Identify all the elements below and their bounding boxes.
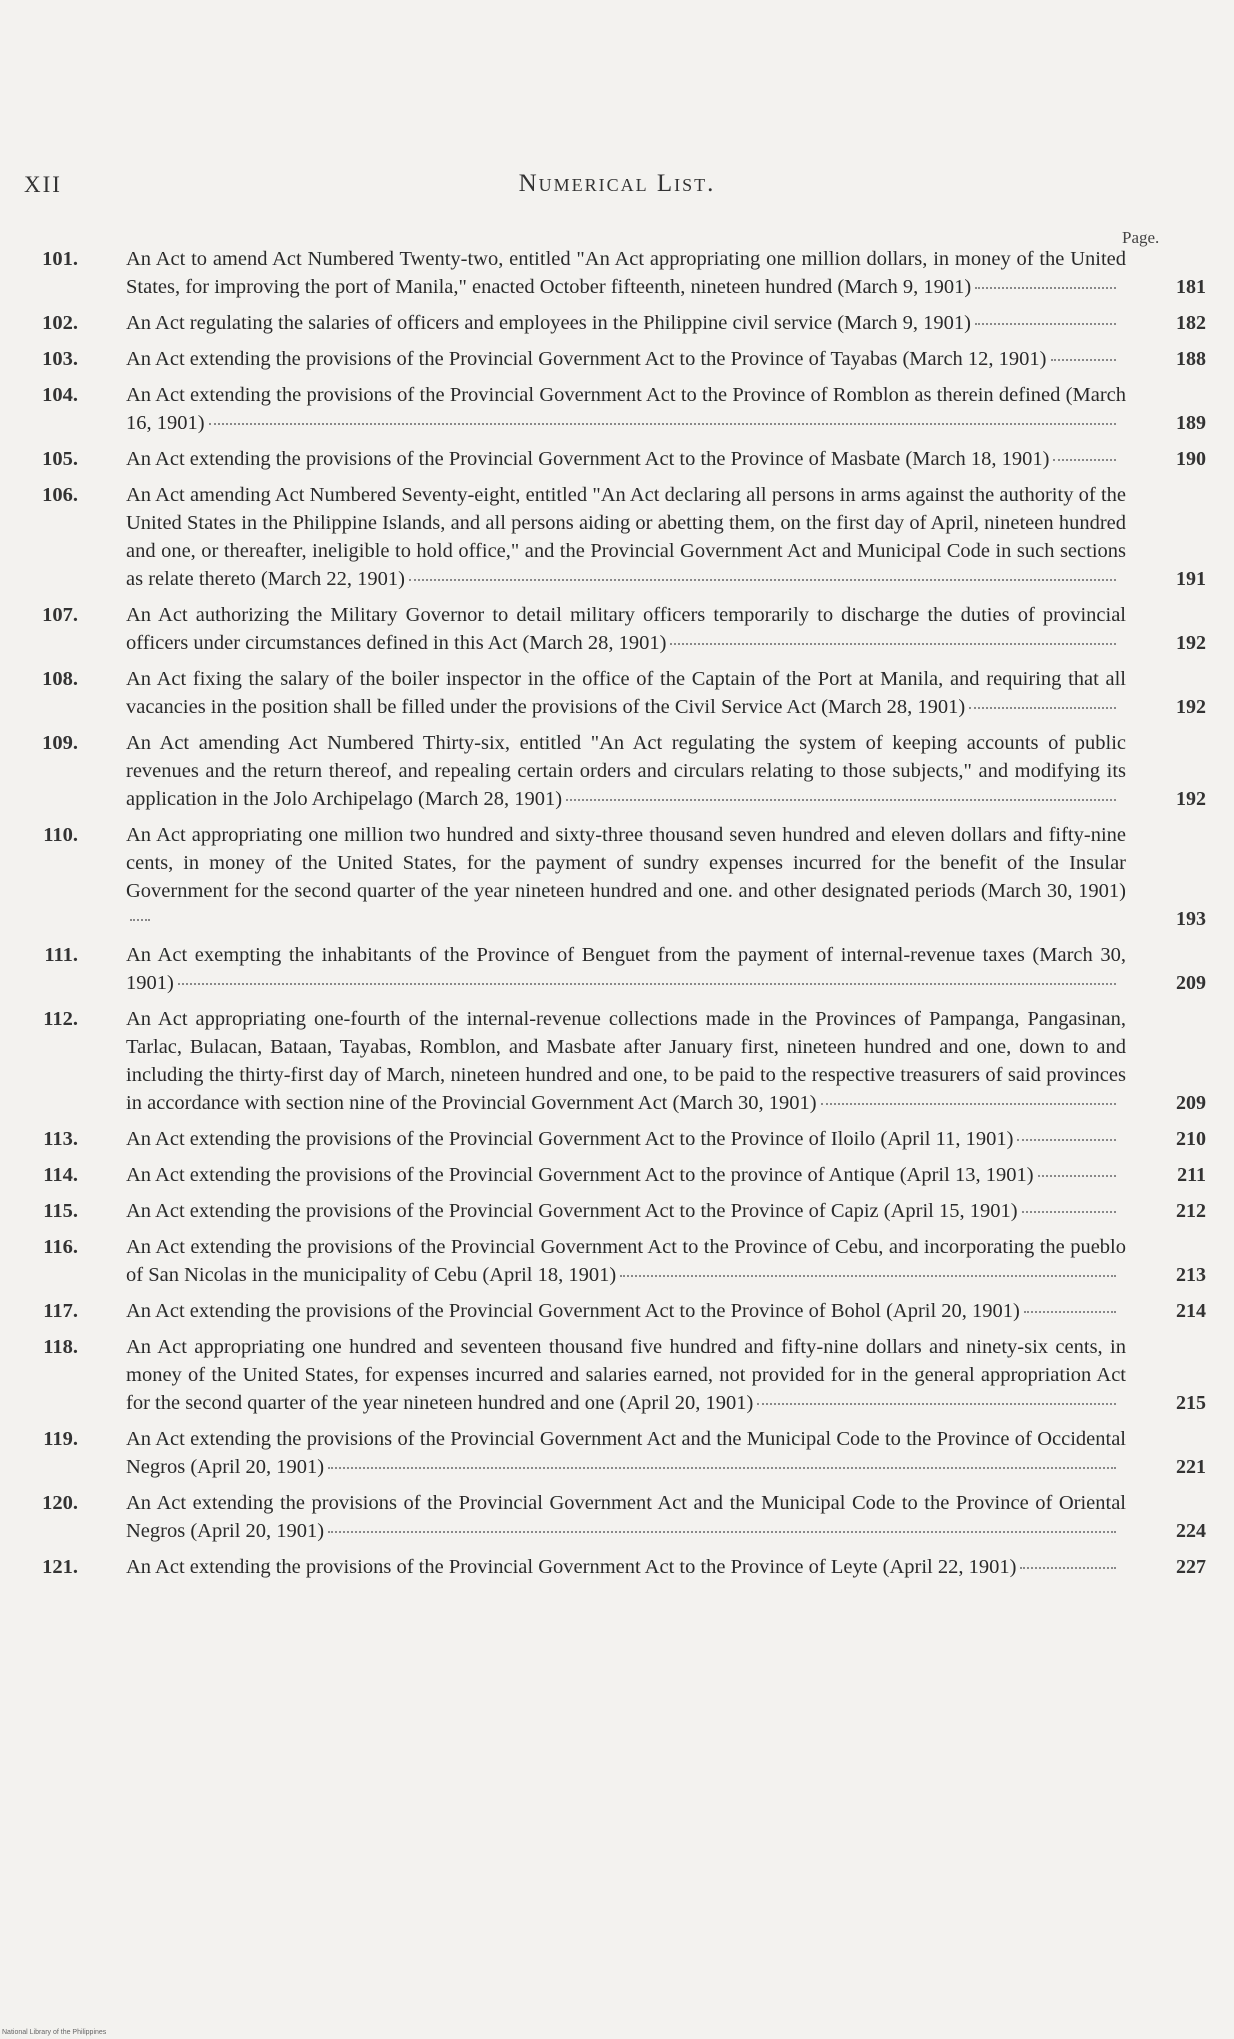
list-item bbox=[26, 1553, 1206, 1581]
list-item bbox=[26, 1425, 1206, 1481]
act-title: An Act appropriating one hundred and seventeen thousand five hundred and fifty-nine dollars and ninety-six cents, in money of the United States, for expenses incurred and salaries earned, not provided for in the general appropriation Act for the second quarter of the year nineteen hundred and one (April 20, 1901) bbox=[126, 1336, 1126, 1414]
leader-dots bbox=[620, 1275, 1116, 1277]
footer-note: National Library of the Philippines bbox=[2, 2029, 107, 2036]
leader-dots bbox=[209, 423, 1116, 425]
act-number: 104. bbox=[42, 384, 78, 406]
act-title: An Act extending the provisions of the Provincial Government Act to the Province of Cebu, and incorporating the pueblo of San Nicolas in the municipality of Cebu (April 18, 1901) bbox=[126, 1236, 1126, 1286]
page-header bbox=[0, 172, 1234, 212]
leader-dots bbox=[821, 1103, 1116, 1105]
page-ref: 209 bbox=[1176, 972, 1206, 994]
page-ref: 224 bbox=[1176, 1520, 1206, 1542]
page-ref: 215 bbox=[1176, 1392, 1206, 1414]
page-ref: 191 bbox=[1176, 568, 1206, 590]
list-item bbox=[26, 345, 1206, 373]
list-item bbox=[26, 729, 1206, 813]
act-title: An Act extending the provisions of the Provincial Government Act and the Municipal Code to the Province of Occidental Negros (April 20, 1901) bbox=[126, 1428, 1126, 1478]
list-item bbox=[26, 941, 1206, 997]
leader-dots bbox=[130, 919, 150, 921]
act-number: 110. bbox=[43, 824, 78, 846]
list-item bbox=[26, 1297, 1206, 1325]
act-number: 112. bbox=[43, 1008, 78, 1030]
page-ref: 211 bbox=[1177, 1164, 1206, 1186]
act-title: An Act authorizing the Military Governor to detail military officers temporarily to discharge the duties of provincial officers under circumstances defined in this Act (March 28, 1901) bbox=[126, 604, 1126, 654]
act-title: An Act extending the provisions of the Provincial Government Act to the Province of Bohol (April 20, 1901) bbox=[126, 1300, 1020, 1322]
act-title: An Act extending the provisions of the Provincial Government Act to the Province of Masbate (March 18, 1901) bbox=[126, 448, 1050, 470]
act-title: An Act extending the provisions of the Provincial Government Act to the Province of Romblon as therein defined (March 16, 1901) bbox=[126, 384, 1126, 434]
act-title: An Act to amend Act Numbered Twenty-two, entitled "An Act appropriating one million dollars, in money of the United States, for improving the port of Manila," enacted October fifteenth, nineteen hundred (March 9, 1901) bbox=[126, 248, 1126, 298]
leader-dots bbox=[969, 707, 1116, 709]
act-title: An Act extending the provisions of the Provincial Government Act and the Municipal Code to the Province of Oriental Negros (April 20, 1901) bbox=[126, 1492, 1126, 1542]
act-number: 120. bbox=[42, 1492, 78, 1514]
page-ref: 192 bbox=[1176, 632, 1206, 654]
list-item bbox=[26, 245, 1206, 301]
leader-dots bbox=[1017, 1139, 1116, 1141]
list-item bbox=[26, 821, 1206, 933]
page-ref: 189 bbox=[1176, 412, 1206, 434]
list-item bbox=[26, 1333, 1206, 1417]
act-number: 121. bbox=[42, 1556, 78, 1578]
act-number: 108. bbox=[42, 668, 78, 690]
act-title: An Act extending the provisions of the Provincial Government Act to the Province of Tayabas (March 12, 1901) bbox=[126, 348, 1047, 370]
leader-dots bbox=[409, 579, 1116, 581]
act-number: 111. bbox=[44, 944, 78, 966]
act-title: An Act amending Act Numbered Seventy-eight, entitled "An Act declaring all persons in arms against the authority of the United States in the Philippine Islands, and all persons aiding or abetting them, on the first day of April, nineteen hundred and one, or thereafter, ineligible to hold office," and the Provincial Government Act and Municipal Code in such sections as relate thereto (March 22, 1901) bbox=[126, 484, 1126, 590]
act-number: 117. bbox=[43, 1300, 78, 1322]
act-title: An Act exempting the inhabitants of the Province of Benguet from the payment of internal-revenue taxes (March 30, 1901) bbox=[126, 944, 1126, 994]
page-ref: 192 bbox=[1176, 696, 1206, 718]
act-number: 105. bbox=[42, 448, 78, 470]
leader-dots bbox=[1020, 1567, 1116, 1569]
act-number: 118. bbox=[43, 1336, 78, 1358]
leader-dots bbox=[178, 983, 1116, 985]
list-item bbox=[26, 1005, 1206, 1117]
list-item bbox=[26, 1161, 1206, 1189]
list-item bbox=[26, 601, 1206, 657]
list-item bbox=[26, 481, 1206, 593]
leader-dots bbox=[975, 287, 1116, 289]
page-ref: 210 bbox=[1176, 1128, 1206, 1150]
list-item bbox=[26, 1197, 1206, 1225]
leader-dots bbox=[1022, 1211, 1116, 1213]
act-number: 109. bbox=[42, 732, 78, 754]
act-number: 119. bbox=[43, 1428, 78, 1450]
act-number: 116. bbox=[43, 1236, 78, 1258]
page-column-label: Page. bbox=[1122, 228, 1160, 247]
page-title: Numerical List. bbox=[518, 170, 716, 197]
act-number: 101. bbox=[42, 248, 78, 270]
act-title: An Act extending the provisions of the Provincial Government Act to the Province of Iloilo (April 11, 1901) bbox=[126, 1128, 1014, 1150]
leader-dots bbox=[670, 643, 1116, 645]
list-item bbox=[26, 1125, 1206, 1153]
page-ref: 188 bbox=[1176, 348, 1206, 370]
act-number: 113. bbox=[43, 1128, 78, 1150]
leader-dots bbox=[757, 1403, 1116, 1405]
act-number: 102. bbox=[42, 312, 78, 334]
list-item bbox=[26, 381, 1206, 437]
leader-dots bbox=[1024, 1311, 1116, 1313]
leader-dots bbox=[1053, 459, 1116, 461]
list-item bbox=[26, 665, 1206, 721]
page-ref: 209 bbox=[1176, 1092, 1206, 1114]
page-ref: 212 bbox=[1176, 1200, 1206, 1222]
list-item bbox=[26, 445, 1206, 473]
act-title: An Act regulating the salaries of officers and employees in the Philippine civil service (March 9, 1901) bbox=[126, 312, 972, 334]
act-title: An Act amending Act Numbered Thirty-six, entitled "An Act regulating the system of keeping accounts of public revenues and the return thereof, and repealing certain orders and circulars relating to those subjects," and modifying its application in the Jolo Archipelago (March 28, 1901) bbox=[126, 732, 1126, 810]
act-number: 115. bbox=[43, 1200, 78, 1222]
list-item bbox=[26, 309, 1206, 337]
page-ref: 221 bbox=[1176, 1456, 1206, 1478]
page-ref: 213 bbox=[1176, 1264, 1206, 1286]
act-title: An Act extending the provisions of the Provincial Government Act to the Province of Capiz (April 15, 1901) bbox=[126, 1200, 1018, 1222]
list-item bbox=[26, 1489, 1206, 1545]
leader-dots bbox=[975, 323, 1116, 325]
act-number: 107. bbox=[42, 604, 78, 626]
leader-dots bbox=[1051, 359, 1117, 361]
page-ref: 181 bbox=[1176, 276, 1206, 298]
page-ref: 193 bbox=[1176, 908, 1206, 930]
page-ref: 190 bbox=[1176, 448, 1206, 470]
act-list bbox=[26, 245, 1206, 1589]
list-item bbox=[26, 1233, 1206, 1289]
leader-dots bbox=[1038, 1175, 1116, 1177]
act-title: An Act appropriating one million two hundred and sixty-three thousand seven hundred and eleven dollars and fifty-nine cents, in money of the United States, for the payment of sundry expenses incurred for the benefit of the Insular Government for the second quarter of the year nineteen hundred and one. and other designated periods (March 30, 1901) bbox=[126, 824, 1126, 902]
page-ref: 227 bbox=[1176, 1556, 1206, 1578]
act-number: 103. bbox=[42, 348, 78, 370]
leader-dots bbox=[328, 1467, 1116, 1469]
act-number: 106. bbox=[42, 484, 78, 506]
act-number: 114. bbox=[43, 1164, 78, 1186]
leader-dots bbox=[566, 799, 1116, 801]
page-ref: 214 bbox=[1176, 1300, 1206, 1322]
leader-dots bbox=[328, 1531, 1116, 1533]
page-number: XII bbox=[24, 172, 62, 197]
act-title: An Act fixing the salary of the boiler inspector in the office of the Captain of the Port at Manila, and requiring that all vacancies in the position shall be filled under the provisions of the Civil Service Act (March 28, 1901) bbox=[126, 668, 1126, 718]
act-title: An Act extending the provisions of the Provincial Government Act to the Province of Leyte (April 22, 1901) bbox=[126, 1556, 1017, 1578]
act-title: An Act appropriating one-fourth of the internal-revenue collections made in the Provinces of Pampanga, Pangasinan, Tarlac, Bulacan, Bataan, Tayabas, Romblon, and Masbate after January first, nineteen hundred and one, down to and including the thirty-first day of March, nineteen hundred and one, to be paid to the respective treasurers of said provinces in accordance with section nine of the Provincial Government Act (March 30, 1901) bbox=[126, 1008, 1126, 1114]
act-title: An Act extending the provisions of the Provincial Government Act to the province of Antique (April 13, 1901) bbox=[126, 1164, 1034, 1186]
page-ref: 192 bbox=[1176, 788, 1206, 810]
page-ref: 182 bbox=[1176, 312, 1206, 334]
